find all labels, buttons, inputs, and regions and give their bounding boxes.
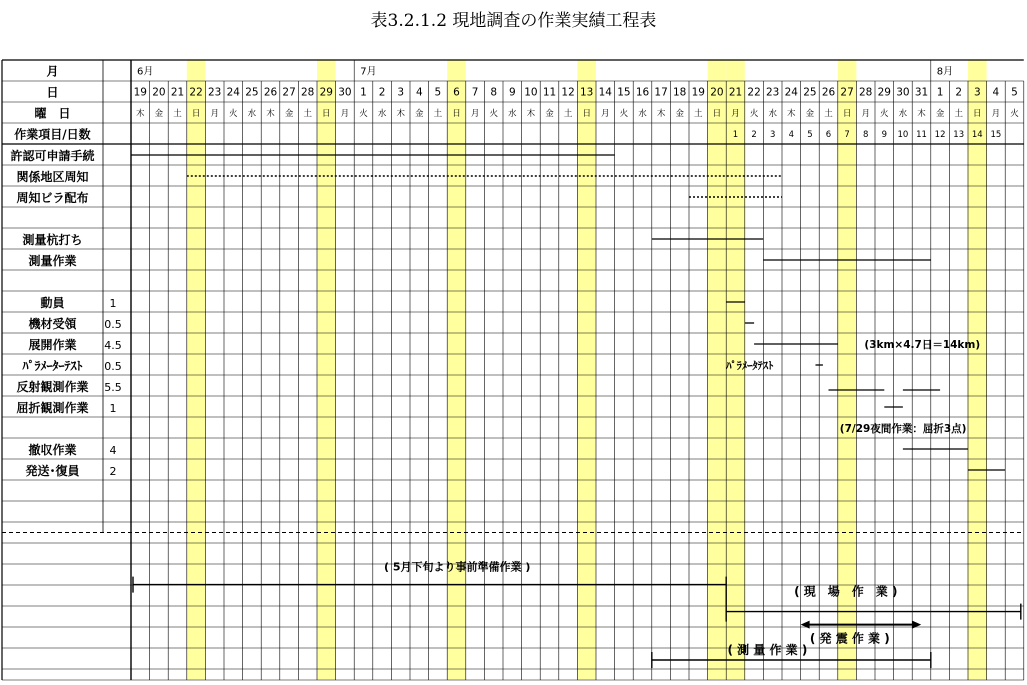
weekday-label: 水 bbox=[377, 109, 387, 119]
weekday-label: 金 bbox=[415, 109, 424, 119]
weekday-label: 金 bbox=[805, 109, 815, 119]
day-number: 27 bbox=[282, 86, 296, 99]
task-label: 測量杭打ち bbox=[22, 233, 83, 247]
task-label: 発送･復員 bbox=[25, 464, 80, 478]
day-number: 2 bbox=[955, 86, 963, 99]
day-number: 3 bbox=[973, 86, 981, 99]
night-work-note: (7/29夜間作業：屈折3点) bbox=[839, 423, 967, 435]
survey-label: ( 測 量 作 業 ) bbox=[727, 643, 808, 657]
day-number: 31 bbox=[914, 86, 929, 99]
weekday-label: 木 bbox=[136, 109, 145, 119]
prep-note: ( 5月下旬より事前準備作業 ) bbox=[384, 560, 531, 574]
task-label: 屈折観測作業 bbox=[16, 401, 89, 415]
task-label: ﾊﾟﾗﾒｰﾀｰﾃｽﾄ bbox=[22, 359, 83, 373]
month-label: 6月 bbox=[137, 66, 154, 78]
highlight-column bbox=[187, 60, 206, 680]
weekday-label: 日 bbox=[973, 109, 982, 119]
task-days: 0.5 bbox=[104, 318, 122, 331]
weekday-label: 日 bbox=[191, 109, 201, 119]
day-number: 22 bbox=[747, 86, 761, 99]
day-number: 24 bbox=[226, 86, 240, 99]
month-label: 8月 bbox=[936, 66, 954, 78]
weekday-label: 土 bbox=[694, 109, 703, 119]
day-number: 4 bbox=[992, 86, 1000, 99]
task-days: 4.5 bbox=[104, 339, 122, 352]
task-label: 反射観測作業 bbox=[16, 380, 89, 394]
field-work-label: ( 現 場 作 業 ) bbox=[794, 584, 898, 599]
weekday-label: 火 bbox=[749, 109, 759, 119]
weekday-label: 土 bbox=[954, 109, 963, 119]
weekday-label: 月 bbox=[601, 109, 610, 119]
day-number: 18 bbox=[673, 86, 687, 99]
day-number: 26 bbox=[263, 86, 278, 99]
day-number: 20 bbox=[152, 86, 166, 99]
task-label: 周知ビラ配布 bbox=[16, 191, 89, 205]
arrow-left-icon bbox=[801, 621, 810, 629]
weekday-label: 土 bbox=[173, 109, 182, 119]
weekday-label: 金 bbox=[935, 109, 945, 119]
field-day-number: 1 bbox=[732, 130, 739, 140]
day-number: 26 bbox=[821, 86, 836, 99]
field-day-number: 8 bbox=[862, 130, 869, 140]
task-days: 0.5 bbox=[104, 360, 122, 373]
weekday-label: 水 bbox=[768, 109, 777, 119]
weekday-label: 月 bbox=[470, 109, 480, 119]
field-day-number: 12 bbox=[934, 130, 946, 140]
weekday-label: 水 bbox=[508, 109, 517, 119]
day-number: 10 bbox=[524, 86, 538, 99]
weekday-label: 日 bbox=[582, 109, 591, 119]
header-label: 作業項目/日数 bbox=[14, 127, 91, 142]
task-days: 1 bbox=[109, 297, 117, 310]
day-number: 23 bbox=[766, 86, 780, 99]
day-number: 1 bbox=[360, 86, 367, 99]
weekday-label: 土 bbox=[563, 109, 573, 119]
task-label: 機材受領 bbox=[28, 317, 77, 331]
weekday-label: 金 bbox=[545, 109, 554, 119]
page-title: 表3.2.1.2 現地調査の作業実績工程表 bbox=[370, 11, 657, 31]
weekday-label: 日 bbox=[712, 109, 722, 119]
day-number: 11 bbox=[542, 86, 557, 99]
field-day-number: 7 bbox=[844, 130, 850, 140]
day-number: 15 bbox=[617, 86, 631, 99]
header-label: 曜 日 bbox=[34, 106, 71, 121]
day-number: 16 bbox=[635, 86, 650, 99]
weekday-label: 土 bbox=[303, 109, 312, 119]
task-days: 4 bbox=[109, 444, 117, 457]
weekday-label: 木 bbox=[787, 109, 796, 119]
day-number: 30 bbox=[896, 86, 910, 99]
weekday-label: 火 bbox=[1010, 109, 1019, 119]
task-label: 関係地区周知 bbox=[16, 170, 89, 184]
weekday-label: 木 bbox=[656, 109, 666, 119]
day-number: 4 bbox=[415, 86, 423, 99]
day-number: 12 bbox=[561, 86, 575, 99]
weekday-label: 火 bbox=[229, 109, 238, 119]
weekday-label: 火 bbox=[880, 109, 889, 119]
field-day-number: 3 bbox=[769, 130, 776, 140]
day-number: 21 bbox=[170, 86, 185, 99]
field-day-number: 2 bbox=[751, 130, 757, 140]
day-number: 21 bbox=[728, 86, 743, 99]
field-day-number: 15 bbox=[990, 130, 1002, 140]
day-number: 9 bbox=[508, 86, 516, 99]
weekday-label: 月 bbox=[861, 109, 870, 119]
field-day-number: 5 bbox=[807, 130, 813, 140]
field-day-number: 10 bbox=[897, 130, 909, 140]
arrow-right-icon bbox=[912, 621, 921, 629]
weekday-label: 土 bbox=[433, 109, 443, 119]
weekday-label: 木 bbox=[917, 109, 926, 119]
highlight-column bbox=[708, 60, 727, 680]
weekday-label: 金 bbox=[284, 109, 294, 119]
month-label: 7月 bbox=[360, 66, 377, 78]
seismic-label: ( 発 震 作 業 ) bbox=[809, 631, 890, 646]
field-day-number: 11 bbox=[916, 130, 927, 140]
weekday-label: 月 bbox=[731, 109, 740, 119]
weekday-label: 土 bbox=[824, 109, 833, 119]
day-number: 29 bbox=[319, 86, 333, 99]
weekday-label: 金 bbox=[154, 109, 164, 119]
day-number: 1 bbox=[936, 86, 944, 99]
field-day-number: 4 bbox=[788, 130, 795, 140]
day-number: 23 bbox=[208, 86, 222, 99]
day-number: 6 bbox=[453, 86, 460, 99]
field-day-number: 6 bbox=[825, 130, 832, 140]
task-label: 動員 bbox=[40, 296, 65, 310]
weekday-label: 水 bbox=[247, 109, 257, 119]
weekday-label: 火 bbox=[359, 109, 368, 119]
header-label: 日 bbox=[46, 85, 59, 100]
task-label: 展開作業 bbox=[28, 338, 77, 352]
day-number: 7 bbox=[471, 86, 479, 99]
weekday-label: 日 bbox=[452, 109, 461, 119]
day-number: 28 bbox=[301, 86, 315, 99]
weekday-label: 木 bbox=[526, 109, 536, 119]
task-days: 5.5 bbox=[104, 381, 122, 394]
task-days: 1 bbox=[109, 402, 117, 415]
weekday-label: 木 bbox=[396, 109, 405, 119]
weekday-label: 日 bbox=[322, 109, 331, 119]
weekday-label: 水 bbox=[898, 109, 908, 119]
header-label: 月 bbox=[46, 64, 59, 79]
weekday-label: 月 bbox=[340, 109, 350, 119]
highlight-column bbox=[577, 60, 596, 680]
highlight-column bbox=[317, 60, 336, 680]
day-number: 25 bbox=[245, 86, 259, 99]
field-day-number: 14 bbox=[971, 130, 983, 140]
day-number: 20 bbox=[710, 86, 724, 99]
task-label: 許認可申請手続 bbox=[10, 149, 95, 163]
weekday-label: 水 bbox=[638, 109, 647, 119]
weekday-label: 火 bbox=[489, 109, 498, 119]
day-number: 14 bbox=[598, 86, 612, 99]
day-number: 3 bbox=[397, 86, 405, 99]
day-number: 5 bbox=[434, 86, 442, 99]
day-number: 13 bbox=[580, 86, 594, 99]
day-number: 27 bbox=[840, 86, 854, 99]
weekday-label: 火 bbox=[619, 109, 629, 119]
field-day-number: 9 bbox=[881, 130, 888, 140]
weekday-label: 木 bbox=[266, 109, 275, 119]
expansion-note: (3km×4.7日＝14km) bbox=[864, 339, 981, 351]
day-number: 8 bbox=[490, 86, 498, 99]
day-number: 5 bbox=[1011, 86, 1018, 99]
weekday-label: 日 bbox=[842, 109, 852, 119]
day-number: 22 bbox=[189, 86, 203, 99]
task-label: 測量作業 bbox=[28, 254, 77, 268]
day-number: 2 bbox=[378, 86, 386, 99]
day-number: 24 bbox=[784, 86, 798, 99]
day-number: 19 bbox=[691, 86, 705, 99]
task-days: 2 bbox=[109, 465, 117, 478]
day-number: 17 bbox=[654, 86, 668, 99]
day-number: 30 bbox=[338, 86, 352, 99]
field-day-number: 13 bbox=[953, 130, 965, 140]
weekday-label: 月 bbox=[210, 109, 219, 119]
task-label: 撤収作業 bbox=[28, 443, 77, 457]
day-number: 25 bbox=[803, 86, 817, 99]
weekday-label: 月 bbox=[991, 109, 1001, 119]
highlight-column bbox=[968, 60, 987, 680]
day-number: 28 bbox=[859, 86, 873, 99]
day-number: 19 bbox=[133, 86, 147, 99]
day-number: 29 bbox=[877, 86, 891, 99]
param-test-note: ﾊﾟﾗﾒｰﾀﾃｽﾄ bbox=[726, 360, 774, 372]
highlight-column bbox=[447, 60, 466, 680]
weekday-label: 金 bbox=[675, 109, 684, 119]
